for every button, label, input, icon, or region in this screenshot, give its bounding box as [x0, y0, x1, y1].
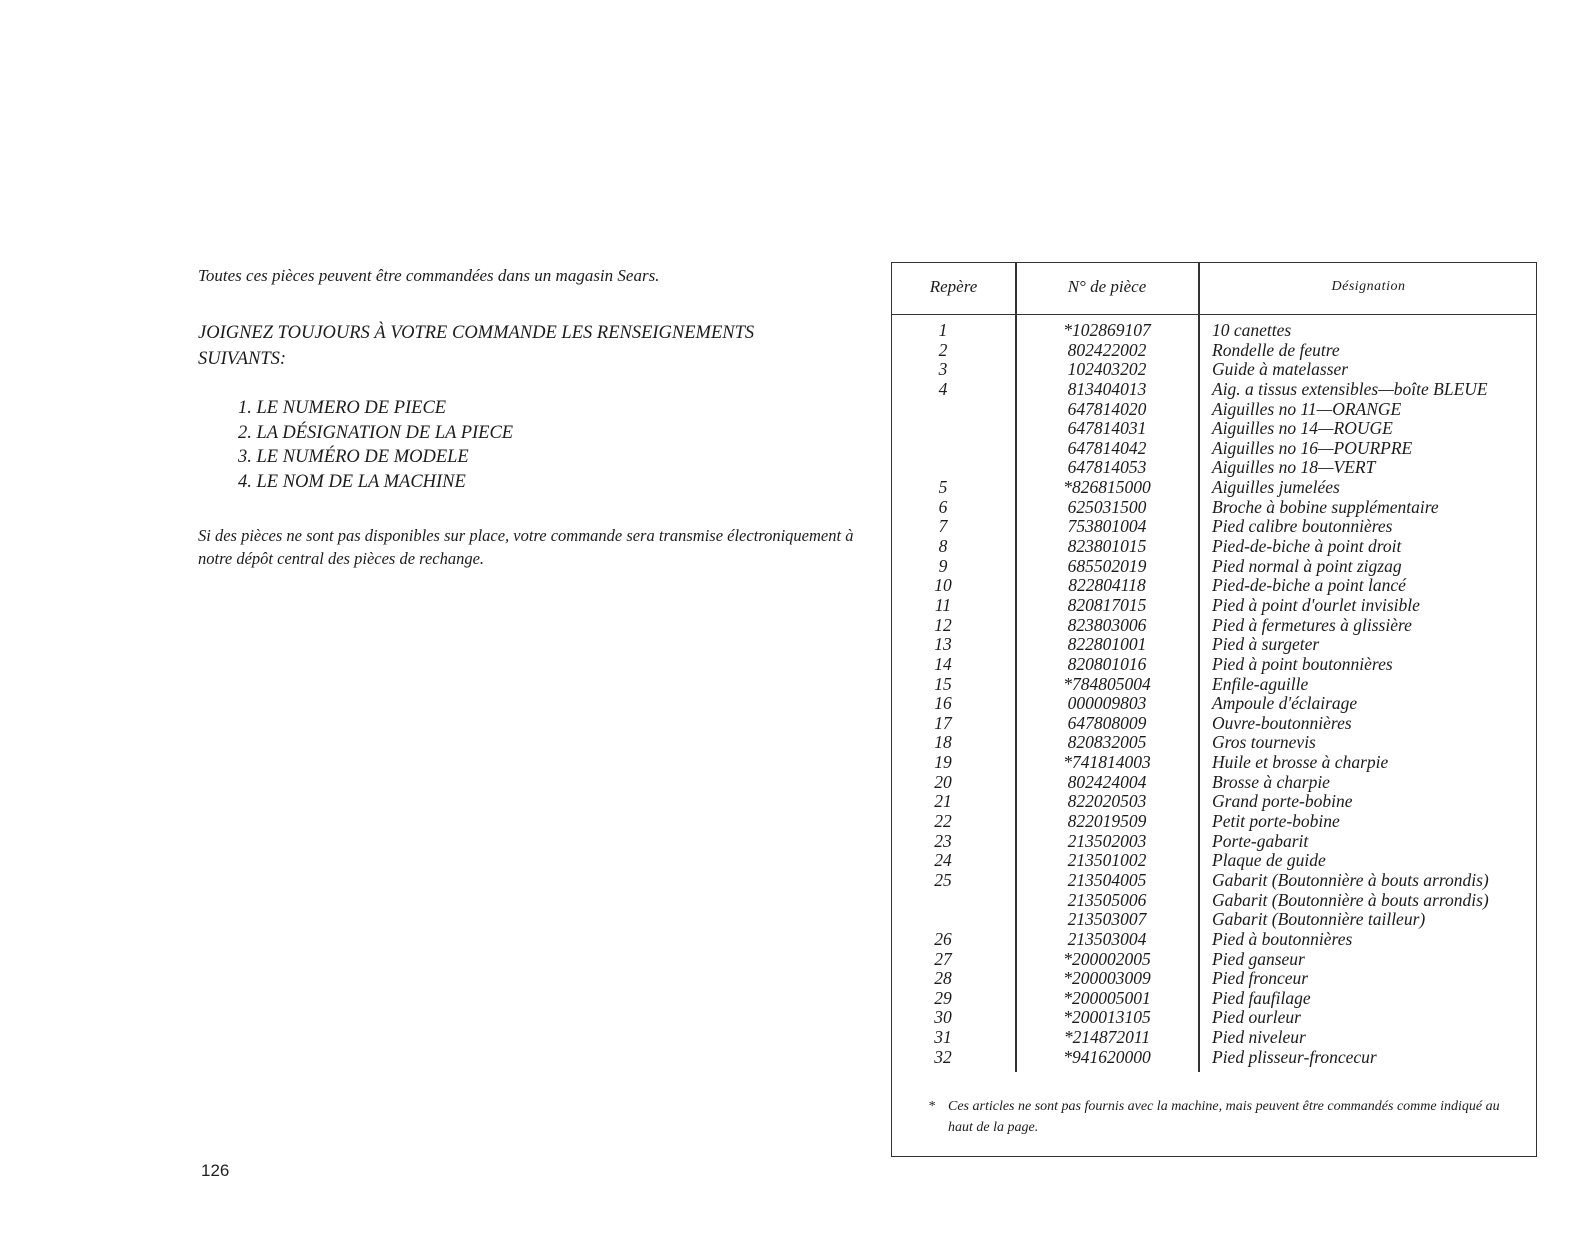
row-repere: 24 — [934, 850, 952, 871]
table-row — [892, 733, 1536, 753]
row-part-number: *200005001 — [1063, 987, 1151, 1008]
table-row — [892, 1028, 1536, 1048]
row-designation: Pied faufilage — [1212, 987, 1311, 1008]
table-row — [892, 596, 1536, 616]
row-part-number: 820832005 — [1067, 732, 1147, 753]
row-part-number: 213502003 — [1067, 830, 1147, 851]
row-repere: 15 — [934, 673, 952, 694]
row-repere: 30 — [934, 1007, 952, 1028]
row-designation: Gros tournevis — [1212, 732, 1316, 753]
table-row — [892, 753, 1536, 773]
table-row — [892, 458, 1536, 478]
row-part-number: 102403202 — [1067, 359, 1147, 380]
row-part-number: 647814020 — [1067, 398, 1147, 419]
row-part-number: *941620000 — [1063, 1046, 1151, 1067]
row-designation: Pied normal à point zigzag — [1212, 555, 1402, 576]
row-designation: Pied à point boutonnières — [1212, 653, 1393, 674]
list-item: 3. LE NUMÉRO DE MODELE — [238, 447, 469, 467]
table-row — [892, 537, 1536, 557]
row-part-number: 823803006 — [1067, 614, 1147, 635]
column-divider — [1198, 263, 1200, 315]
row-designation: Petit porte-bobine — [1212, 811, 1340, 832]
row-designation: Pied fronceur — [1212, 968, 1309, 989]
row-repere: 14 — [934, 653, 952, 674]
row-repere: 7 — [938, 516, 948, 537]
row-part-number: 213505006 — [1067, 889, 1147, 910]
table-row — [892, 419, 1536, 439]
table-row — [892, 950, 1536, 970]
row-repere: 10 — [934, 575, 952, 596]
row-repere: 2 — [938, 339, 948, 360]
table-footnote — [928, 1096, 1524, 1138]
table-row — [892, 576, 1536, 596]
row-designation: Rondelle de feutre — [1212, 339, 1340, 360]
row-designation: Aig. a tissus extensibles—boîte BLEUE — [1212, 378, 1488, 399]
table-row — [892, 891, 1536, 911]
row-repere: 9 — [938, 555, 948, 576]
row-part-number: *214872011 — [1063, 1027, 1151, 1048]
row-part-number: 813404013 — [1067, 378, 1147, 399]
row-designation: Pied plisseur-froncecur — [1212, 1046, 1377, 1067]
table-row — [892, 851, 1536, 871]
row-designation: Pied-de-biche à point droit — [1212, 536, 1402, 557]
row-repere: 26 — [934, 928, 952, 949]
table-row — [892, 871, 1536, 891]
row-repere: 13 — [934, 634, 952, 655]
row-repere: 18 — [934, 732, 952, 753]
row-part-number: *200013105 — [1063, 1007, 1151, 1028]
header-part-number: N° de pièce — [1067, 277, 1147, 296]
required-info-list — [198, 396, 858, 494]
ordering-instructions — [198, 266, 858, 570]
table-row — [892, 812, 1536, 832]
table-row — [892, 321, 1536, 341]
row-repere: 21 — [934, 791, 952, 812]
row-designation: Pied ganseur — [1212, 948, 1305, 969]
row-designation: Brosse à charpie — [1212, 771, 1330, 792]
row-part-number: 822801001 — [1067, 634, 1147, 655]
row-repere: 28 — [934, 968, 952, 989]
row-repere: 31 — [934, 1027, 952, 1048]
table-row — [892, 675, 1536, 695]
row-part-number: *826815000 — [1063, 477, 1151, 498]
row-part-number: 213503007 — [1067, 909, 1147, 930]
row-repere: 17 — [934, 712, 952, 733]
row-repere: 16 — [934, 693, 952, 714]
row-designation: Grand porte-bobine — [1212, 791, 1353, 812]
row-designation: Pied à point d'ourlet invisible — [1212, 594, 1420, 615]
row-designation: Aiguilles no 11—ORANGE — [1212, 398, 1402, 419]
row-repere: 22 — [934, 811, 952, 832]
header-designation: Désignation — [1331, 279, 1406, 294]
row-designation: Ampoule d'éclairage — [1212, 693, 1358, 714]
row-part-number: 000009803 — [1067, 693, 1147, 714]
row-repere: 23 — [934, 830, 952, 851]
footnote-text: Ces articles ne sont pas fournis avec la machine, mais peuvent être commandés comme indiqué au haut de la page. — [948, 1099, 1500, 1135]
row-repere: 6 — [938, 496, 948, 517]
row-designation: Huile et brosse à charpie — [1212, 752, 1389, 773]
page-number: 126 — [201, 1161, 230, 1180]
row-designation: Plaque de guide — [1212, 850, 1326, 871]
list-item: 4. LE NOM DE LA MACHINE — [238, 471, 466, 492]
row-repere: 12 — [934, 614, 952, 635]
table-row — [892, 655, 1536, 675]
availability-note: Si des pièces ne sont pas disponibles sur place, votre commande sera transmise électroniquement à notre dépôt central des pièces de rechange. — [198, 526, 854, 568]
row-designation: Pied à surgeter — [1212, 634, 1320, 655]
row-part-number: 802424004 — [1067, 771, 1147, 792]
row-designation: Aiguilles no 16—POURPRE — [1212, 437, 1413, 458]
row-part-number: 647808009 — [1067, 712, 1147, 733]
table-row — [892, 557, 1536, 577]
row-designation: Broche à bobine supplémentaire — [1212, 496, 1439, 517]
row-part-number: 823801015 — [1067, 536, 1147, 557]
row-part-number: 213501002 — [1067, 850, 1147, 871]
row-part-number: 213504005 — [1067, 869, 1147, 890]
row-designation: Pied à boutonnières — [1212, 928, 1353, 949]
row-designation: Gabarit (Boutonnière à bouts arrondis) — [1212, 889, 1489, 910]
table-row — [892, 616, 1536, 636]
row-designation: Aiguilles jumelées — [1212, 477, 1340, 498]
row-part-number: *200002005 — [1063, 948, 1151, 969]
table-row — [892, 360, 1536, 380]
instruction-heading: JOIGNEZ TOUJOURS À VOTRE COMMANDE LES RENSEIGNEMENTS SUIVANTS: — [198, 323, 755, 369]
row-repere: 29 — [934, 987, 952, 1008]
row-designation: Gabarit (Boutonnière tailleur) — [1212, 909, 1426, 930]
row-designation: Enfile-aguille — [1212, 673, 1309, 694]
row-part-number: 822804118 — [1068, 575, 1146, 596]
row-designation: Aiguilles no 14—ROUGE — [1212, 418, 1393, 439]
row-part-number: 685502019 — [1067, 555, 1147, 576]
row-part-number: 647814031 — [1067, 418, 1147, 439]
row-part-number: 647814053 — [1067, 457, 1147, 478]
column-divider — [1015, 263, 1017, 315]
row-part-number: 820801016 — [1067, 653, 1147, 674]
row-repere: 5 — [938, 477, 948, 498]
row-part-number: 213503004 — [1067, 928, 1147, 949]
table-row — [892, 930, 1536, 950]
list-item: 2. LA DÉSIGNATION DE LA PIECE — [238, 422, 514, 443]
row-designation: Pied niveleur — [1212, 1027, 1306, 1048]
table-row — [892, 1048, 1536, 1068]
row-repere: 3 — [938, 359, 948, 380]
row-repere: 19 — [934, 752, 952, 773]
table-body — [892, 321, 1536, 1067]
row-designation: Ouvre-boutonnières — [1212, 712, 1352, 733]
table-row — [892, 635, 1536, 655]
table-row — [892, 989, 1536, 1009]
row-part-number: *102869107 — [1063, 320, 1151, 340]
row-part-number: 822019509 — [1067, 811, 1147, 832]
row-repere: 20 — [934, 771, 952, 792]
table-row — [892, 1008, 1536, 1028]
table-row — [892, 910, 1536, 930]
row-repere: 4 — [938, 378, 948, 399]
row-designation: Gabarit (Boutonnière à bouts arrondis) — [1212, 869, 1489, 890]
table-header — [892, 263, 1536, 315]
row-designation: 10 canettes — [1212, 320, 1292, 340]
row-designation: Pied à fermetures à glissière — [1212, 614, 1412, 635]
row-designation: Porte-gabarit — [1212, 830, 1309, 851]
table-row — [892, 478, 1536, 498]
list-item: 1. LE NUMERO DE PIECE — [238, 398, 447, 418]
row-designation: Aiguilles no 18—VERT — [1212, 457, 1376, 478]
parts-table — [891, 262, 1537, 1157]
table-row — [892, 517, 1536, 537]
table-row — [892, 714, 1536, 734]
row-part-number: 625031500 — [1067, 496, 1147, 517]
intro-text: Toutes ces pièces peuvent être commandées dans un magasin Sears. — [198, 266, 660, 285]
row-part-number: 647814042 — [1067, 437, 1147, 458]
table-row — [892, 969, 1536, 989]
table-row — [892, 439, 1536, 459]
row-designation: Pied ourleur — [1212, 1007, 1301, 1028]
table-row — [892, 400, 1536, 420]
row-part-number: *200003009 — [1063, 968, 1151, 989]
row-part-number: 822020503 — [1067, 791, 1147, 812]
row-repere: 1 — [938, 320, 948, 340]
table-row — [892, 773, 1536, 793]
table-row — [892, 380, 1536, 400]
row-part-number: *784805004 — [1063, 673, 1151, 694]
row-repere: 25 — [934, 869, 952, 890]
header-repere: Repère — [929, 277, 978, 296]
row-repere: 27 — [934, 948, 952, 969]
row-repere: 32 — [934, 1046, 952, 1067]
table-row — [892, 832, 1536, 852]
row-designation: Pied calibre boutonnières — [1212, 516, 1393, 537]
table-row — [892, 694, 1536, 714]
table-row — [892, 498, 1536, 518]
row-designation: Guide à matelasser — [1212, 359, 1349, 380]
row-designation: Pied-de-biche a point lancé — [1212, 575, 1406, 596]
row-part-number: *741814003 — [1063, 752, 1151, 773]
row-part-number: 820817015 — [1067, 594, 1147, 615]
table-row — [892, 341, 1536, 361]
row-part-number: 802422002 — [1067, 339, 1147, 360]
row-repere: 8 — [938, 536, 948, 557]
footnote-mark: * — [928, 1099, 935, 1114]
row-repere: 11 — [934, 594, 952, 615]
table-row — [892, 792, 1536, 812]
row-part-number: 753801004 — [1067, 516, 1147, 537]
